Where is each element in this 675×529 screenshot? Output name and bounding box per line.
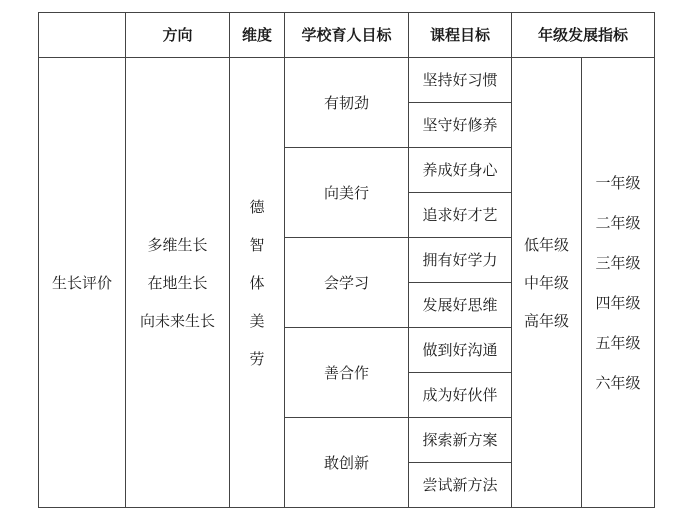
direction-item: 在地生长: [147, 273, 208, 292]
school-goal-cell: 敢创新: [285, 418, 409, 508]
course-goal-cell: 养成好身心: [409, 148, 512, 193]
school-goal-cell: 有韧劲: [285, 58, 409, 148]
direction-cell: [126, 58, 230, 508]
header-row: [39, 13, 655, 58]
dimension-item: 智: [249, 235, 265, 254]
school-goal-cell: 会学习: [285, 238, 409, 328]
level-cell: [512, 58, 582, 508]
header-dimension: 维度: [230, 13, 285, 58]
course-goal-cell: 探索新方案: [409, 418, 512, 463]
course-goal-cell: 追求好才艺: [409, 193, 512, 238]
grade-item: 三年级: [595, 253, 641, 272]
school-goal-cell: 善合作: [285, 328, 409, 418]
grade-item: 五年级: [595, 333, 641, 352]
header-grade-indicator: 年级发展指标: [512, 13, 655, 58]
dimension-item: 美: [249, 311, 265, 330]
category-cell: 生长评价: [39, 58, 126, 508]
level-item: 中年级: [523, 273, 569, 292]
dimension-item: 体: [249, 273, 265, 292]
course-goal-cell: 尝试新方法: [409, 463, 512, 508]
grade-item: 六年级: [595, 373, 641, 392]
course-goal-cell: 发展好思维: [409, 283, 512, 328]
header-school-goal: 学校育人目标: [285, 13, 409, 58]
direction-item: 向未来生长: [139, 311, 215, 330]
course-goal-cell: 拥有好学力: [409, 238, 512, 283]
dimension-cell: [230, 58, 285, 508]
course-goal-cell: 坚守好修养: [409, 103, 512, 148]
header-blank: [39, 13, 126, 58]
grade-item: 二年级: [595, 213, 641, 232]
grade-item: 一年级: [595, 173, 641, 192]
grade-item: 四年级: [595, 293, 641, 312]
header-course-goal: 课程目标: [409, 13, 512, 58]
school-goal-cell: 向美行: [285, 148, 409, 238]
direction-item: 多维生长: [147, 235, 208, 254]
grade-cell: [582, 58, 655, 508]
course-goal-cell: 成为好伙伴: [409, 373, 512, 418]
evaluation-table: [38, 12, 655, 508]
course-goal-cell: 坚持好习惯: [409, 58, 512, 103]
table-row: [39, 58, 655, 103]
dimension-item: 德: [249, 197, 265, 216]
course-goal-cell: 做到好沟通: [409, 328, 512, 373]
header-direction: 方向: [126, 13, 230, 58]
level-item: 低年级: [523, 235, 569, 254]
level-item: 高年级: [523, 311, 569, 330]
dimension-item: 劳: [249, 349, 265, 368]
